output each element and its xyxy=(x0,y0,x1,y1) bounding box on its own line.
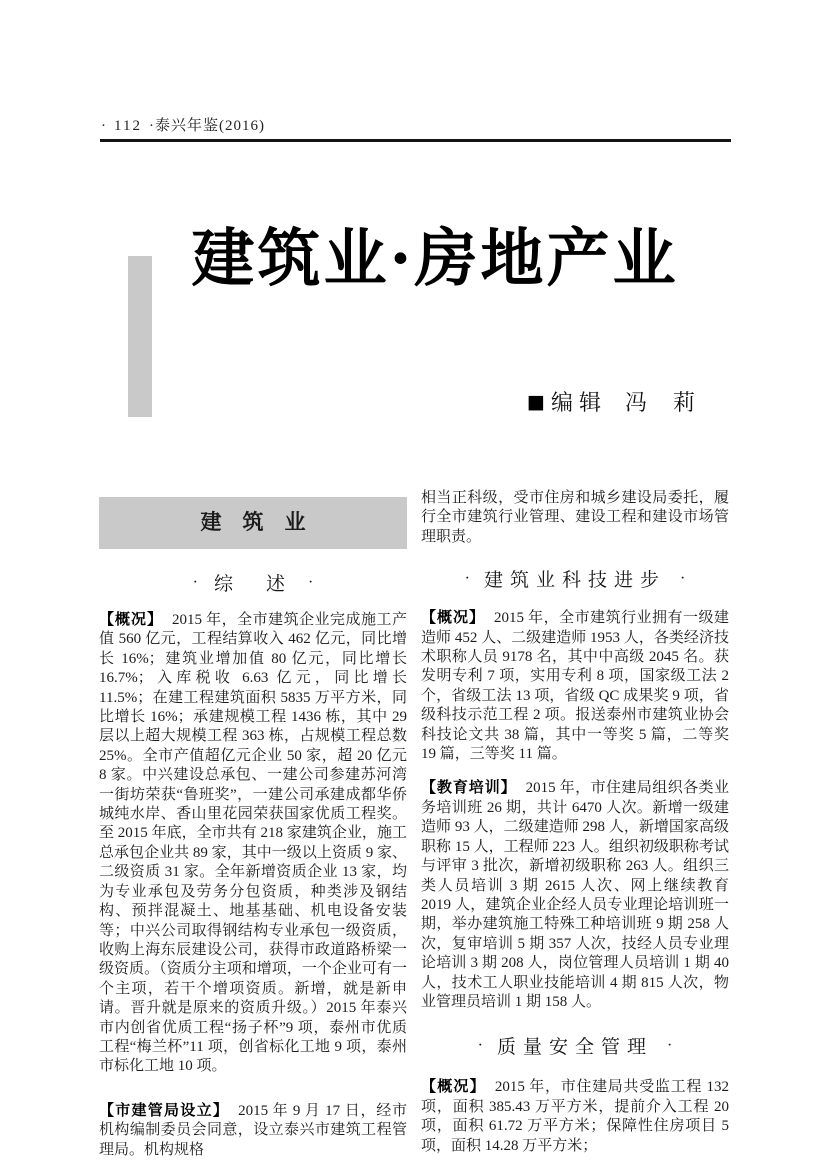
paragraph-education-training xyxy=(421,778,729,1012)
paragraph-tag: 【市建管局设立】 xyxy=(99,1101,230,1119)
section-banner-construction: 建 筑 业 xyxy=(99,497,407,549)
chapter-title: 建筑业·房地产业 xyxy=(191,221,679,295)
heading-dot-icon: · xyxy=(477,1036,483,1054)
heading-dot-icon: · xyxy=(464,569,470,587)
paragraph-bureau-establishment xyxy=(99,1101,407,1160)
paragraph-continuation xyxy=(421,489,729,547)
paragraph-tag: 【概况】 xyxy=(421,1078,486,1096)
header-rule xyxy=(100,139,731,142)
editor-label: 编辑 xyxy=(550,390,607,415)
paragraph-text: 2015 年，全市建筑行业拥有一级建造师 452 人、二级建造师 1953 人，各类经济技术职称人员 9178 名，其中中高级 2045 名。获发明专利 7 项，实用专利 8 项，国家级工法 2 个，省级工法 13 项，省级 QC 成果奖 9 项，省级科技示范工程 2 项。报送泰州市建筑业协会科技论文共 38 篇，其中一等奖 5 篇，二等奖 19 篇，三等奖 11 篇。 xyxy=(421,610,729,763)
paragraph-text: 2015 年，市住建局共受监工程 132 项，面积 385.43 万平方米，提前介入工程 20 项，面积 61.72 万平方米；保障性住房项目 5 项，面积 14.28 万平方米； xyxy=(421,1079,729,1154)
paragraph-text: 2015 年，市住建局组织各类业务培训班 26 期，共计 6470 人次。新增一级建造师 93 人，二级建造师 298 人，新增国家高级职称 15 人，工程师 223 人。组织初级职称考试与评审 3 批次，新增初级职称 263 人。组织三类人员培训 3 期 2615 人次、网上继续教育 2019 人，建筑企业企经人员专业理论培训班一期，举办建筑施工特殊工种培训班 9 期 258 人次，复审培训 5 期 357 人次，技经人员专业理论培训 3 期 208 人，岗位管理人员培训 1 期 40 人，技术工人职业技能培训 4 期 815 人次，物业管理员培训 1 期 158 人。 xyxy=(421,780,729,1010)
right-column xyxy=(421,489,729,1156)
heading-dot-icon: · xyxy=(680,569,686,587)
filled-square-icon: ■ xyxy=(527,391,545,413)
header-dot-icon: · xyxy=(148,118,155,134)
paragraph-text: 2015 年，全市建筑企业完成施工产值 560 亿元，工程结算收入 462 亿元，同比增长 16%；建筑业增加值 80 亿元，同比增长 16.7%；入库税收 6.63 亿元，同比增长 11.5%；在建工程建筑面积 5835 万平方米，同比增长 16%；承建规模工程 1436 栋，其中 29 层以上超大规模工程 363 栋，占规模工程总数 25%。全市产值超亿元企业 50 家，超 20 亿元 8 家。中兴建设总承包、一建公司参建苏河湾一街坊荣获“鲁班奖”，一建公司承建成都华侨城纯水岸、香山里花园荣获国家优质工程奖。至 2015 年底，全市共有 218 家建筑企业，施工总承包企业共 89 家，其中一级以上资质 9 家、二级资质 31 家。全年新增资质企业 13 家，均为专业承包及劳务分包资质，种类涉及钢结构、预拌混凝土、地基基础、机电设备安装等；中兴公司取得钢结构专业承包一级资质，收购上海东辰建设公司，获得市政道路桥梁一级资质。（资质分主项和增项，一个企业可有一个主项，若干个增项资质。新增，就是新申请。晋升就是原来的资质升级。）2015 年泰兴市内创省优质工程“扬子杯”9 项，泰州市优质工程“梅兰杯”11 项，创省标化工地 9 项，泰州市标化工地 10 项。 xyxy=(99,612,407,1075)
paragraph-tag: 【概况】 xyxy=(421,609,485,627)
section-heading-text: 质量安全管理 xyxy=(496,1037,653,1059)
header-book-title: 泰兴年鉴(2016) xyxy=(154,118,265,134)
paragraph-tech-overview xyxy=(421,608,729,764)
running-header xyxy=(101,114,731,135)
editor-credit xyxy=(527,386,697,417)
heading-dot-icon: · xyxy=(308,573,314,591)
paragraph-construction-overview xyxy=(99,610,407,1077)
header-dot-icon: · xyxy=(101,118,107,134)
subsection-heading-text: 综 述 xyxy=(213,574,292,595)
section-heading-tech-progress xyxy=(421,565,729,592)
paragraph-tag: 【教育培训】 xyxy=(421,779,517,797)
paragraph-text: 相当正科级，受市住房和城乡建设局委托，履行全市建筑行业管理、建设工程和建设市场管理职责。 xyxy=(421,490,729,545)
editor-name: 冯 莉 xyxy=(624,390,697,415)
left-column xyxy=(99,497,407,1160)
subsection-heading-overview xyxy=(99,569,407,596)
heading-dot-icon: · xyxy=(192,573,198,591)
header-page-number: 112 xyxy=(114,118,142,134)
paragraph-quality-overview xyxy=(421,1077,729,1156)
section-heading-quality-safety xyxy=(421,1032,729,1059)
section-heading-text: 建筑业科技进步 xyxy=(483,570,666,592)
paragraph-text: 2015 年 9 月 17 日，经市机构编制委员会同意，设立泰兴市建筑工程管理局。机构规格 xyxy=(99,1102,407,1158)
heading-dot-icon: · xyxy=(667,1036,673,1054)
paragraph-tag: 【概况】 xyxy=(99,611,163,628)
